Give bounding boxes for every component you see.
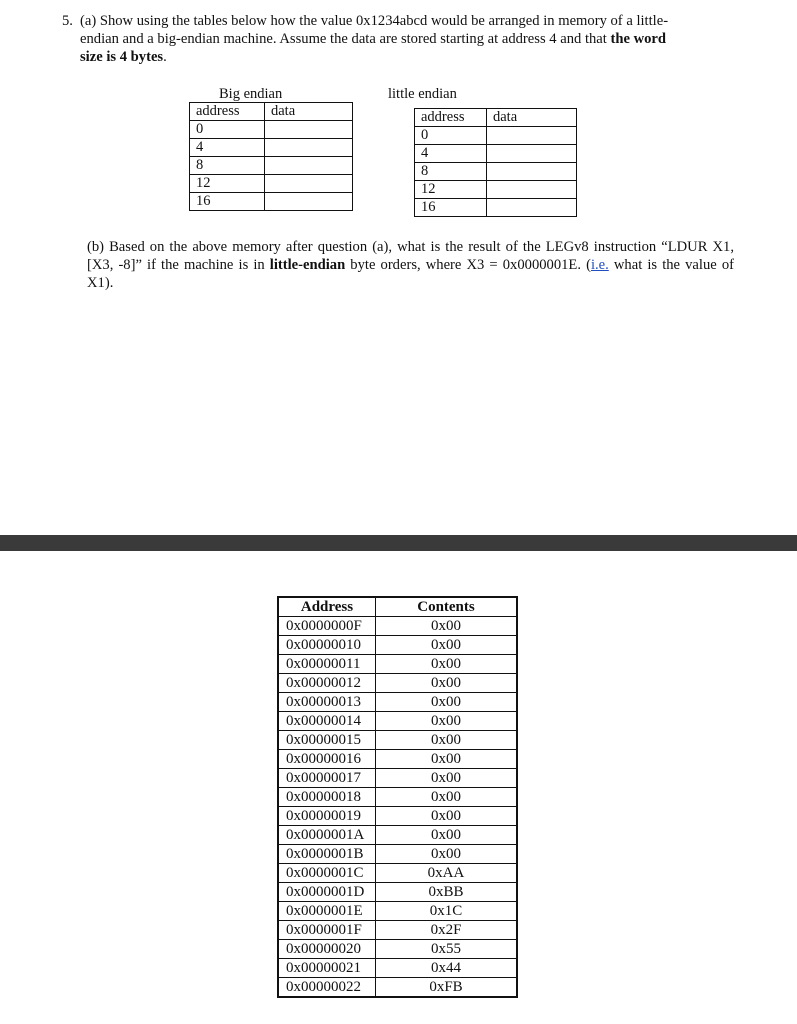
memory-address-cell: 0x0000001E (278, 902, 376, 921)
memory-address-cell: 0x00000019 (278, 807, 376, 826)
big-endian-address: 8 (190, 157, 265, 175)
little-endian-data-cell[interactable] (487, 199, 577, 217)
table-row (278, 674, 517, 693)
big-endian-data-cell[interactable] (265, 175, 353, 193)
table-row (278, 807, 517, 826)
table-row (278, 788, 517, 807)
table-row (278, 921, 517, 940)
table-row (278, 845, 517, 864)
big-endian-address: 4 (190, 139, 265, 157)
table-row (278, 959, 517, 978)
memory-address-cell: 0x00000012 (278, 674, 376, 693)
part-a-line1: (a) Show using the tables below how the value 0x1234abcd would be arranged in memory of a little- (80, 13, 669, 29)
big-endian-header-data: data (265, 103, 353, 121)
memory-contents-cell: 0xAA (376, 864, 518, 883)
memory-table-body (278, 617, 517, 998)
memory-address-cell: 0x0000001F (278, 921, 376, 940)
little-endian-title: little endian (388, 86, 457, 102)
little-endian-address: 16 (415, 199, 487, 217)
contents-header: Contents (376, 597, 518, 617)
table-row (190, 139, 353, 157)
memory-address-cell: 0x0000000F (278, 617, 376, 636)
little-endian-address: 0 (415, 127, 487, 145)
memory-address-cell: 0x00000010 (278, 636, 376, 655)
memory-contents-cell: 0x00 (376, 617, 518, 636)
table-row (278, 655, 517, 674)
table-row (278, 617, 517, 636)
memory-contents-cell: 0x55 (376, 940, 518, 959)
table-row (278, 940, 517, 959)
little-endian-header-data: data (487, 109, 577, 127)
memory-contents-cell: 0x00 (376, 636, 518, 655)
memory-address-cell: 0x00000015 (278, 731, 376, 750)
big-endian-address: 16 (190, 193, 265, 211)
little-endian-data-cell[interactable] (487, 163, 577, 181)
big-endian-title: Big endian (219, 86, 283, 102)
memory-address-cell: 0x00000021 (278, 959, 376, 978)
memory-address-cell: 0x00000018 (278, 788, 376, 807)
part-b-link[interactable]: i.e. (590, 257, 609, 273)
big-endian-address: 0 (190, 121, 265, 139)
memory-header-row (278, 597, 517, 617)
big-endian-header-row (190, 103, 353, 121)
table-row (278, 978, 517, 998)
memory-contents-cell: 0x1C (376, 902, 518, 921)
table-row (278, 883, 517, 902)
table-row (278, 750, 517, 769)
table-row (278, 826, 517, 845)
part-a-line2: endian and a big-endian machine. Assume the data are stored starting at address 4 and that (80, 31, 611, 47)
table-row (415, 163, 577, 181)
table-row (190, 175, 353, 193)
part-a-line3-end: . (163, 49, 167, 65)
question-number: 5. (62, 13, 73, 29)
memory-address-cell: 0x00000011 (278, 655, 376, 674)
table-row (278, 902, 517, 921)
memory-address-cell: 0x0000001A (278, 826, 376, 845)
memory-contents-cell: 0xBB (376, 883, 518, 902)
memory-address-cell: 0x00000017 (278, 769, 376, 788)
big-endian-data-cell[interactable] (265, 193, 353, 211)
little-endian-header-row (415, 109, 577, 127)
memory-contents-cell: 0x2F (376, 921, 518, 940)
memory-address-cell: 0x0000001C (278, 864, 376, 883)
little-endian-table (414, 108, 577, 217)
little-endian-data-cell[interactable] (487, 127, 577, 145)
table-row (278, 731, 517, 750)
memory-address-cell: 0x00000013 (278, 693, 376, 712)
part-b-text1: (b) Based on the above memory after question (a), what is the result of the LEGv8 instruction “LDUR X1, [X3, -8]” if the machine is in (87, 239, 734, 273)
little-endian-data-cell[interactable] (487, 145, 577, 163)
memory-contents-cell: 0x00 (376, 845, 518, 864)
memory-contents-cell: 0x00 (376, 826, 518, 845)
memory-contents-cell: 0x00 (376, 788, 518, 807)
memory-contents-cell: 0x00 (376, 750, 518, 769)
little-endian-address: 4 (415, 145, 487, 163)
memory-address-cell: 0x00000016 (278, 750, 376, 769)
part-a-bold: the word (610, 31, 667, 47)
little-endian-data-cell[interactable] (487, 181, 577, 199)
memory-contents-cell: 0x00 (376, 655, 518, 674)
big-endian-data-cell[interactable] (265, 157, 353, 175)
part-a-line3-bold: size is 4 bytes (80, 49, 164, 65)
table-row (278, 769, 517, 788)
memory-address-cell: 0x0000001B (278, 845, 376, 864)
memory-address-cell: 0x00000020 (278, 940, 376, 959)
memory-contents-cell: 0x00 (376, 712, 518, 731)
little-endian-address: 12 (415, 181, 487, 199)
table-row (278, 636, 517, 655)
part-b-text2: byte orders, where X3 = 0x0000001E. ( (345, 257, 591, 273)
memory-contents-cell: 0x44 (376, 959, 518, 978)
table-row (415, 181, 577, 199)
table-row (415, 145, 577, 163)
memory-contents-cell: 0x00 (376, 674, 518, 693)
memory-contents-cell: 0x00 (376, 693, 518, 712)
question-5-part-b (87, 238, 734, 292)
memory-contents-cell: 0x00 (376, 769, 518, 788)
part-b-bold: little-endian (269, 257, 346, 273)
little-endian-address: 8 (415, 163, 487, 181)
memory-address-cell: 0x00000014 (278, 712, 376, 731)
table-row (278, 693, 517, 712)
big-endian-data-cell[interactable] (265, 121, 353, 139)
big-endian-header-address: address (190, 103, 265, 121)
little-endian-header-address: address (415, 109, 487, 127)
memory-contents-table (277, 596, 518, 998)
memory-address-cell: 0x00000022 (278, 978, 376, 998)
address-header: Address (278, 597, 376, 617)
big-endian-table (189, 102, 353, 211)
table-row (278, 712, 517, 731)
table-row (190, 157, 353, 175)
memory-address-cell: 0x0000001D (278, 883, 376, 902)
table-row (190, 193, 353, 211)
memory-contents-cell: 0x00 (376, 731, 518, 750)
table-row (278, 864, 517, 883)
table-row (415, 199, 577, 217)
part-b-text3: what is the value of X1). (87, 257, 734, 291)
table-row (190, 121, 353, 139)
memory-contents-cell: 0x00 (376, 807, 518, 826)
question-5-part-a (62, 12, 732, 66)
big-endian-address: 12 (190, 175, 265, 193)
table-row (415, 127, 577, 145)
memory-contents-cell: 0xFB (376, 978, 518, 998)
big-endian-data-cell[interactable] (265, 139, 353, 157)
section-divider (0, 535, 797, 551)
